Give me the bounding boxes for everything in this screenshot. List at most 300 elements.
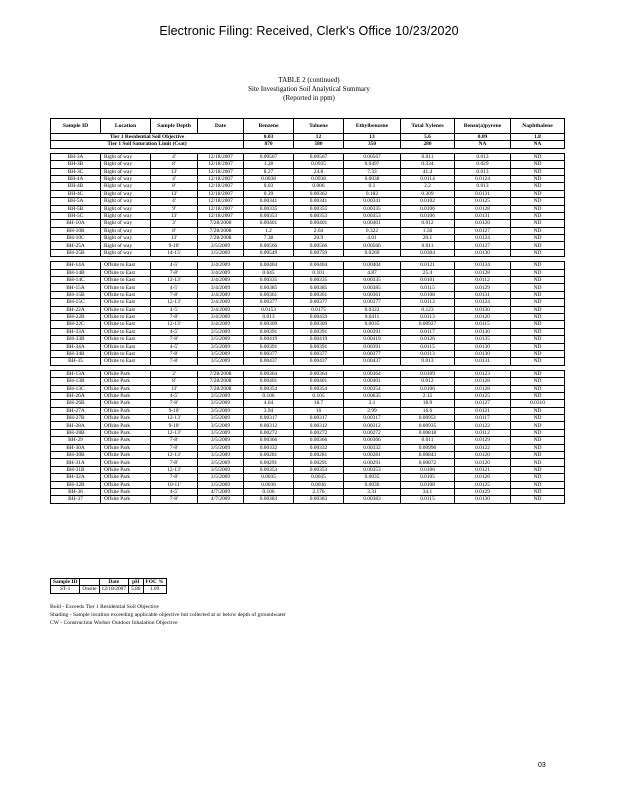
table-cell: 3' bbox=[151, 370, 198, 377]
table-cell: 13' bbox=[151, 212, 198, 219]
table-cell: BH-37 bbox=[51, 496, 101, 503]
table-row bbox=[51, 343, 565, 350]
table-cell: 2.99 bbox=[344, 407, 401, 414]
table-cell: Offsite Park bbox=[101, 407, 151, 414]
table-cell: BH-27A bbox=[51, 407, 101, 414]
table-cell: Offsite to East bbox=[101, 343, 151, 350]
table-cell: 0.0105 bbox=[401, 474, 455, 481]
table-cell: 0.00317 bbox=[344, 415, 401, 422]
table-cell: ND bbox=[511, 350, 565, 357]
table-cell: 0.011 bbox=[401, 153, 455, 160]
table-cell: Offsite to East bbox=[101, 306, 151, 313]
table-cell: Right of way bbox=[101, 161, 151, 168]
table-cell: 0.00332 bbox=[344, 444, 401, 451]
table-cell: Right of way bbox=[101, 242, 151, 249]
table-cell: 0.00281 bbox=[294, 452, 344, 459]
table-row bbox=[51, 474, 565, 481]
table-cell: 7-8' bbox=[151, 459, 198, 466]
table-cell: 0.0109 bbox=[401, 370, 455, 377]
table-cell: Offsite Park bbox=[101, 488, 151, 495]
table-cell: ND bbox=[511, 183, 565, 190]
table-cell: BH-22A bbox=[51, 306, 101, 313]
table-row bbox=[51, 378, 565, 385]
table-cell: 0.00312 bbox=[344, 422, 401, 429]
table-cell: 0.006 bbox=[294, 183, 344, 190]
table-cell: 3/4/2009 bbox=[198, 262, 244, 269]
table-cell: Right of way bbox=[101, 168, 151, 175]
criteria-value: 13 bbox=[344, 134, 401, 141]
table-cell: 0.00312 bbox=[294, 422, 344, 429]
table-cell: 14-15' bbox=[151, 249, 198, 256]
table-cell: 0.334 bbox=[401, 161, 455, 168]
table-cell: ND bbox=[511, 299, 565, 306]
table-cell: 12/18/2007 bbox=[198, 153, 244, 160]
table-cell: 3/5/2009 bbox=[198, 437, 244, 444]
table-cell: 3/4/2009 bbox=[198, 269, 244, 276]
table-cell: 7/28/2008 bbox=[198, 385, 244, 392]
table-cell: 0.0038 bbox=[344, 175, 401, 182]
table-cell: 4-5' bbox=[151, 343, 198, 350]
table-cell: ND bbox=[511, 328, 565, 335]
table-cell: 0.00377 bbox=[344, 299, 401, 306]
table-cell: 2.176 bbox=[294, 488, 344, 495]
table-row bbox=[51, 212, 565, 219]
table-cell: Offsite Park bbox=[101, 385, 151, 392]
table-cell: ND bbox=[511, 444, 565, 451]
table-cell: 0.0497 bbox=[344, 161, 401, 168]
table-cell: BH-3B bbox=[51, 161, 101, 168]
table-cell: BH-10B bbox=[51, 227, 101, 234]
table-cell: 0.0124 bbox=[455, 235, 511, 242]
table-cell: 3/5/2009 bbox=[198, 407, 244, 414]
table-row bbox=[51, 400, 565, 407]
table-cell: 34.1 bbox=[401, 488, 455, 495]
criteria-value: 12 bbox=[294, 134, 344, 141]
criteria-label: Tier 1 Soil Saturation Limit (Csat) bbox=[51, 141, 244, 148]
table-cell: 4.01 bbox=[344, 235, 401, 242]
table-cell: 7.38 bbox=[244, 235, 294, 242]
table-cell: 0.0129 bbox=[455, 437, 511, 444]
table-cell: 0.0127 bbox=[455, 227, 511, 234]
table-cell: 0.00353 bbox=[244, 466, 294, 473]
table-cell: 0.0035 bbox=[244, 474, 294, 481]
table-cell: 0.0115 bbox=[401, 343, 455, 350]
table-cell: 0.00312 bbox=[244, 422, 294, 429]
table-cell: 0.00635 bbox=[344, 392, 401, 399]
table-cell: 0.00354 bbox=[244, 385, 294, 392]
table-cell: BH-27B bbox=[51, 415, 101, 422]
table-cell: 0.0130 bbox=[455, 496, 511, 503]
table-cell: ND bbox=[511, 242, 565, 249]
table-cell: 4.87 bbox=[344, 269, 401, 276]
table-cell: 4-5' bbox=[151, 306, 198, 313]
table-cell: 0.00364 bbox=[294, 370, 344, 377]
table-cell: 7-8' bbox=[151, 313, 198, 320]
table-cell: 0.00404 bbox=[244, 262, 294, 269]
table-cell: BH-28B bbox=[51, 429, 101, 436]
table-cell: BH-25A bbox=[51, 242, 101, 249]
table-cell: 0.0121 bbox=[455, 466, 511, 473]
table-cell: 7/28/2008 bbox=[198, 235, 244, 242]
table-cell: ND bbox=[511, 313, 565, 320]
table-cell: BH-32A bbox=[51, 474, 101, 481]
table-cell: 4-5' bbox=[151, 328, 198, 335]
table-cell: 0.0112 bbox=[455, 277, 511, 284]
table-cell: 0.322 bbox=[344, 227, 401, 234]
table-cell: 0.0127 bbox=[455, 242, 511, 249]
table-cell: 3/5/2009 bbox=[198, 422, 244, 429]
column-header: Ethylbenzene bbox=[344, 119, 401, 134]
table-cell: 0.00361 bbox=[344, 291, 401, 298]
ph-foc-cell: Onsite bbox=[80, 586, 99, 593]
table-cell: 20.1 bbox=[401, 235, 455, 242]
table-cell: 0.00317 bbox=[294, 415, 344, 422]
table-cell: 0.00354 bbox=[344, 385, 401, 392]
table-cell: Right of way bbox=[101, 175, 151, 182]
table-cell: 0.00872 bbox=[401, 459, 455, 466]
table-cell: 12-13' bbox=[151, 277, 198, 284]
table-cell: 0.00317 bbox=[244, 415, 294, 422]
table-cell: 0.00364 bbox=[344, 370, 401, 377]
table-cell: Offsite Park bbox=[101, 400, 151, 407]
table-cell: 0.00566 bbox=[294, 242, 344, 249]
table-row bbox=[51, 249, 565, 256]
table-cell: 7/28/2008 bbox=[198, 378, 244, 385]
table-cell: 0.00459 bbox=[294, 313, 344, 320]
table-row bbox=[51, 313, 565, 320]
table-cell: 3/5/2009 bbox=[198, 429, 244, 436]
table-cell: 13' bbox=[151, 235, 198, 242]
table-cell: Offsite Park bbox=[101, 444, 151, 451]
table-cell: 0.0128 bbox=[455, 385, 511, 392]
table-cell: 0.0038 bbox=[244, 175, 294, 182]
table-cell: 3/5/2009 bbox=[198, 444, 244, 451]
table-row bbox=[51, 227, 565, 234]
table-cell: BH-31A bbox=[51, 459, 101, 466]
table-cell: 7-8' bbox=[151, 358, 198, 365]
table-cell: 3/5/2009 bbox=[198, 392, 244, 399]
table-row bbox=[51, 437, 565, 444]
table-cell: Offsite Park bbox=[101, 459, 151, 466]
table-cell: 0.00353 bbox=[294, 466, 344, 473]
table-cell: Offsite to East bbox=[101, 277, 151, 284]
table-cell: 9-10' bbox=[151, 242, 198, 249]
table-units: (Reported in ppm) bbox=[283, 94, 335, 102]
table-cell: Right of way bbox=[101, 249, 151, 256]
table-cell: 0.00366 bbox=[244, 437, 294, 444]
table-notes bbox=[50, 603, 286, 627]
table-cell: BH-28A bbox=[51, 422, 101, 429]
table-cell: 0.00341 bbox=[294, 198, 344, 205]
table-cell: 20.9 bbox=[294, 235, 344, 242]
table-cell: 0.0310 bbox=[511, 400, 565, 407]
table-cell: 0.106 bbox=[244, 488, 294, 495]
table-cell: 12-13' bbox=[151, 299, 198, 306]
table-cell: 0.013 bbox=[455, 183, 511, 190]
table-cell: 0.00567 bbox=[244, 153, 294, 160]
table-cell: 0.00391 bbox=[344, 343, 401, 350]
table-cell: 0.00401 bbox=[294, 378, 344, 385]
table-cell: 0.123 bbox=[401, 306, 455, 313]
table-cell: 7-8' bbox=[151, 444, 198, 451]
table-cell: 0.00383 bbox=[294, 496, 344, 503]
table-cell: 0.0106 bbox=[401, 205, 455, 212]
table-cell: 3/5/2009 bbox=[198, 452, 244, 459]
table-cell: ND bbox=[511, 488, 565, 495]
table-cell: 10-11' bbox=[151, 481, 198, 488]
column-header: Naphthalene bbox=[511, 119, 565, 134]
table-cell: BH-25B bbox=[51, 249, 101, 256]
table-cell: 0.00272 bbox=[294, 429, 344, 436]
table-cell: 0.013 bbox=[244, 313, 294, 320]
table-cell: 12-13' bbox=[151, 429, 198, 436]
table-cell: 0.00401 bbox=[344, 378, 401, 385]
table-cell: 0.00335 bbox=[344, 277, 401, 284]
table-cell: 4/7/2009 bbox=[198, 488, 244, 495]
table-cell: 12-13' bbox=[151, 415, 198, 422]
filing-stamp: Electronic Filing: Received, Clerk's Office 10/23/2020 bbox=[159, 24, 459, 38]
table-cell: 0.00383 bbox=[344, 496, 401, 503]
table-cell: 0.0113 bbox=[401, 350, 455, 357]
table-cell: BH-22B bbox=[51, 313, 101, 320]
table-cell: ND bbox=[511, 306, 565, 313]
table-cell: 0.00291 bbox=[244, 459, 294, 466]
table-cell: ND bbox=[511, 466, 565, 473]
table-cell: 7-8' bbox=[151, 437, 198, 444]
table-cell: 4.64 bbox=[244, 400, 294, 407]
table-cell: 3/4/2009 bbox=[198, 321, 244, 328]
table-cell: 0.0102 bbox=[401, 198, 455, 205]
table-cell: ND bbox=[511, 153, 565, 160]
table-cell: ND bbox=[511, 161, 565, 168]
table-cell: 7/28/2008 bbox=[198, 227, 244, 234]
table-cell: 0.00951 bbox=[401, 415, 455, 422]
table-cell: 3' bbox=[151, 220, 198, 227]
table-cell: 3/4/2009 bbox=[198, 299, 244, 306]
table-cell: BH-10C bbox=[51, 235, 101, 242]
table-cell: ND bbox=[511, 429, 565, 436]
table-cell: 12-13' bbox=[151, 321, 198, 328]
table-cell: 0.0120 bbox=[455, 452, 511, 459]
table-cell: BH-4B bbox=[51, 183, 101, 190]
table-cell: 18.7 bbox=[294, 400, 344, 407]
table-cell: 3/5/2009 bbox=[198, 358, 244, 365]
table-cell: BH-13C bbox=[51, 385, 101, 392]
table-cell: 0.0128 bbox=[455, 269, 511, 276]
table-cell: 0.105 bbox=[294, 392, 344, 399]
table-cell: Offsite Park bbox=[101, 392, 151, 399]
table-cell: 0.106 bbox=[244, 392, 294, 399]
table-cell: 7-8' bbox=[151, 350, 198, 357]
table-cell: 0.00996 bbox=[401, 444, 455, 451]
table-cell: Offsite Park bbox=[101, 474, 151, 481]
table-cell: 0.0304 bbox=[401, 249, 455, 256]
table-row bbox=[51, 153, 565, 160]
table-cell: 7-8' bbox=[151, 474, 198, 481]
ph-foc-column-header: Sample ID bbox=[51, 579, 80, 586]
table-cell: 0.00335 bbox=[344, 205, 401, 212]
column-header: Sample Depth bbox=[151, 119, 198, 134]
table-title: TABLE 2 (continued) bbox=[278, 76, 340, 84]
table-cell: ND bbox=[511, 437, 565, 444]
table-cell: 8' bbox=[151, 227, 198, 234]
criteria-row bbox=[51, 134, 565, 141]
table-cell: 12/18/2007 bbox=[198, 212, 244, 219]
table-row bbox=[51, 269, 565, 276]
table-cell: 0.0125 bbox=[455, 392, 511, 399]
table-cell: 0.012 bbox=[401, 220, 455, 227]
ph-foc-column-header: FOC % bbox=[143, 579, 166, 586]
page-number: 03 bbox=[538, 762, 546, 769]
table-cell: 8.27 bbox=[244, 168, 294, 175]
table-cell: 0.0131 bbox=[455, 291, 511, 298]
table-cell: Right of way bbox=[101, 183, 151, 190]
table-cell: BH-29 bbox=[51, 437, 101, 444]
table-cell: 0.0113 bbox=[401, 299, 455, 306]
table-cell: 0.0106 bbox=[401, 466, 455, 473]
table-cell: 0.00843 bbox=[401, 452, 455, 459]
table-cell: BH-14C bbox=[51, 277, 101, 284]
table-cell: 0.0126 bbox=[455, 220, 511, 227]
table-cell: BH-5A bbox=[51, 198, 101, 205]
table-cell: 0.00332 bbox=[244, 444, 294, 451]
table-cell: 0.0126 bbox=[455, 474, 511, 481]
table-cell: 7-8' bbox=[151, 291, 198, 298]
table-cell: Right of way bbox=[101, 205, 151, 212]
table-cell: 0.0117 bbox=[401, 328, 455, 335]
table-cell: BH-34B bbox=[51, 350, 101, 357]
table-row bbox=[51, 321, 565, 328]
table-cell: 0.00377 bbox=[294, 299, 344, 306]
table-cell: 0.0106 bbox=[401, 385, 455, 392]
table-cell: 0.0130 bbox=[455, 306, 511, 313]
table-cell: 4-5' bbox=[151, 262, 198, 269]
criteria-value: 580 bbox=[294, 141, 344, 148]
table-cell: 0.0115 bbox=[455, 321, 511, 328]
table-cell: 0.0117 bbox=[455, 415, 511, 422]
table-cell: 0.1 bbox=[344, 183, 401, 190]
table-cell: 3/5/2009 bbox=[198, 459, 244, 466]
table-cell: 0.013 bbox=[455, 168, 511, 175]
table-cell: BH-36 bbox=[51, 488, 101, 495]
table-cell: 0.00366 bbox=[294, 437, 344, 444]
table-cell: ND bbox=[511, 392, 565, 399]
table-cell: Offsite Park bbox=[101, 452, 151, 459]
table-cell: BH-31B bbox=[51, 466, 101, 473]
criteria-value: NA bbox=[455, 141, 511, 148]
table-row bbox=[51, 205, 565, 212]
table-cell: ND bbox=[511, 284, 565, 291]
table-cell: 0.182 bbox=[344, 190, 401, 197]
table-cell: 2.2 bbox=[401, 183, 455, 190]
table-cell: 0.00355 bbox=[294, 205, 344, 212]
table-cell: ND bbox=[511, 370, 565, 377]
table-cell: ND bbox=[511, 262, 565, 269]
table-cell: 12/18/2007 bbox=[198, 198, 244, 205]
table-cell: 0.0112 bbox=[455, 429, 511, 436]
table-row bbox=[51, 336, 565, 343]
table-cell: 0.00404 bbox=[344, 262, 401, 269]
table-cell: 0.00437 bbox=[344, 358, 401, 365]
table-cell: 0.00401 bbox=[244, 220, 294, 227]
table-cell: ND bbox=[511, 343, 565, 350]
criteria-value: 0.03 bbox=[244, 134, 294, 141]
table-cell: 3/4/2009 bbox=[198, 284, 244, 291]
table-row bbox=[51, 488, 565, 495]
table-cell: ND bbox=[511, 168, 565, 175]
table-cell: 0.00927 bbox=[401, 321, 455, 328]
table-cell: 4' bbox=[151, 198, 198, 205]
table-cell: Right of way bbox=[101, 235, 151, 242]
table-row bbox=[51, 415, 565, 422]
table-row bbox=[51, 429, 565, 436]
table-cell: ND bbox=[511, 190, 565, 197]
table-cell: 3/5/2009 bbox=[198, 474, 244, 481]
table-cell: ND bbox=[511, 336, 565, 343]
table-cell: 0.00401 bbox=[294, 220, 344, 227]
table-row bbox=[51, 481, 565, 488]
table-cell: ND bbox=[511, 205, 565, 212]
table-cell: Right of way bbox=[101, 153, 151, 160]
table-cell: 0.0130 bbox=[455, 350, 511, 357]
table-cell: BH-13A bbox=[51, 370, 101, 377]
table-cell: 3/5/2009 bbox=[198, 466, 244, 473]
ph-foc-cell: 12/18/2007 bbox=[99, 586, 129, 593]
table-cell: 0.00377 bbox=[244, 299, 294, 306]
table-cell: 0.0106 bbox=[401, 212, 455, 219]
table-cell: 0.00377 bbox=[294, 350, 344, 357]
table-cell: 3/5/2009 bbox=[198, 343, 244, 350]
table-cell: Offsite to East bbox=[101, 262, 151, 269]
table-cell: 4-5' bbox=[151, 392, 198, 399]
table-header-row bbox=[51, 119, 565, 134]
table-cell: 24.8 bbox=[294, 168, 344, 175]
table-cell: 0.0131 bbox=[455, 212, 511, 219]
table-cell: 0.013 bbox=[401, 358, 455, 365]
table-cell: 0.0134 bbox=[455, 262, 511, 269]
table-cell: Offsite Park bbox=[101, 466, 151, 473]
table-row bbox=[51, 407, 565, 414]
table-cell: Offsite Park bbox=[101, 429, 151, 436]
table-cell: 0.0101 bbox=[401, 277, 455, 284]
table-cell: 0.0120 bbox=[455, 313, 511, 320]
table-cell: ND bbox=[511, 378, 565, 385]
table-cell: 0.00437 bbox=[294, 358, 344, 365]
table-cell: BH-30A bbox=[51, 444, 101, 451]
table-cell: 0.00366 bbox=[344, 437, 401, 444]
column-header: Location bbox=[101, 119, 151, 134]
table-row bbox=[51, 392, 565, 399]
table-cell: 0.00404 bbox=[294, 262, 344, 269]
criteria-value: 350 bbox=[344, 141, 401, 148]
table-cell: 3/5/2009 bbox=[198, 400, 244, 407]
table-cell: Right of way bbox=[101, 220, 151, 227]
ph-foc-column-header: Date bbox=[99, 579, 129, 586]
table-cell: 0.00437 bbox=[244, 358, 294, 365]
table-cell: Offsite to East bbox=[101, 284, 151, 291]
table-cell: 7-8' bbox=[151, 400, 198, 407]
table-cell: 0.012 bbox=[401, 378, 455, 385]
table-cell: 0.00419 bbox=[244, 336, 294, 343]
table-row bbox=[51, 242, 565, 249]
table-cell: 3/4/2009 bbox=[198, 291, 244, 298]
column-header: Benzo(a)pyrene bbox=[455, 119, 511, 134]
table-row bbox=[51, 328, 565, 335]
ph-foc-cell: 1.09 bbox=[143, 586, 166, 593]
table-cell: 13' bbox=[151, 190, 198, 197]
table-cell: 4' bbox=[151, 153, 198, 160]
table-cell: ND bbox=[511, 481, 565, 488]
